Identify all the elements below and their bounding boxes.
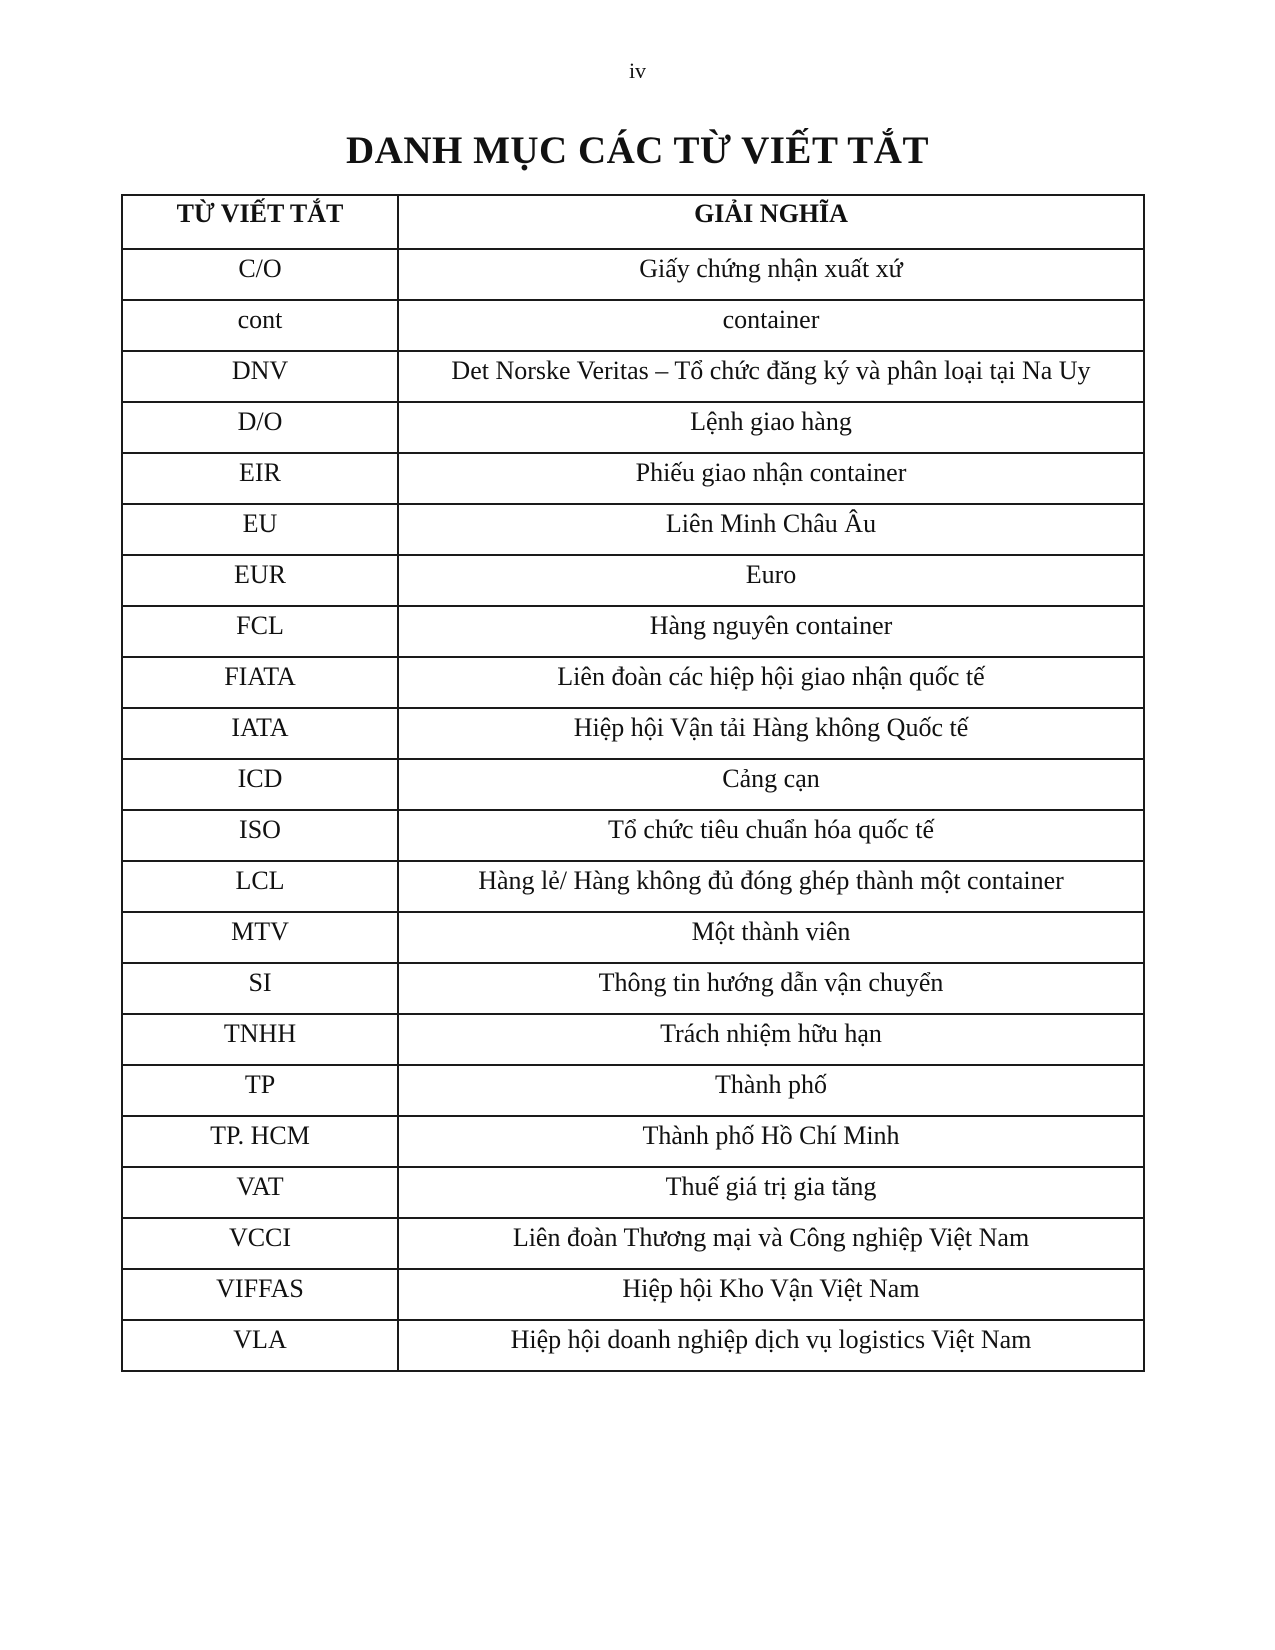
table-row xyxy=(122,351,1144,402)
table-row xyxy=(122,1065,1144,1116)
abbreviation-cell: EIR xyxy=(122,453,398,504)
table-row xyxy=(122,1014,1144,1065)
abbreviation-cell: ICD xyxy=(122,759,398,810)
abbreviation-cell: cont xyxy=(122,300,398,351)
meaning-cell: Euro xyxy=(398,555,1144,606)
abbreviation-cell: VLA xyxy=(122,1320,398,1371)
meaning-cell: Hiệp hội doanh nghiệp dịch vụ logistics Việt Nam xyxy=(398,1320,1144,1371)
table-row xyxy=(122,606,1144,657)
meaning-cell: Phiếu giao nhận container xyxy=(398,453,1144,504)
header-meaning: GIẢI NGHĨA xyxy=(398,195,1144,249)
table-row xyxy=(122,963,1144,1014)
table-body xyxy=(122,249,1144,1371)
meaning-cell: Lệnh giao hàng xyxy=(398,402,1144,453)
abbreviation-cell: IATA xyxy=(122,708,398,759)
abbreviation-table xyxy=(121,194,1145,1372)
abbreviation-cell: TP. HCM xyxy=(122,1116,398,1167)
abbreviation-cell: EU xyxy=(122,504,398,555)
meaning-cell: Hiệp hội Vận tải Hàng không Quốc tế xyxy=(398,708,1144,759)
abbreviation-cell: MTV xyxy=(122,912,398,963)
abbreviation-cell: FIATA xyxy=(122,657,398,708)
table-row xyxy=(122,810,1144,861)
meaning-cell: Giấy chứng nhận xuất xứ xyxy=(398,249,1144,300)
table-row xyxy=(122,861,1144,912)
meaning-cell: Liên Minh Châu Âu xyxy=(398,504,1144,555)
table-header-row xyxy=(122,195,1144,249)
table-row xyxy=(122,300,1144,351)
abbreviation-cell: TNHH xyxy=(122,1014,398,1065)
abbreviation-cell: DNV xyxy=(122,351,398,402)
abbreviation-cell: SI xyxy=(122,963,398,1014)
table-row xyxy=(122,453,1144,504)
meaning-cell: Hiệp hội Kho Vận Việt Nam xyxy=(398,1269,1144,1320)
meaning-cell: Thông tin hướng dẫn vận chuyển xyxy=(398,963,1144,1014)
abbreviation-cell: VAT xyxy=(122,1167,398,1218)
meaning-cell: Thành phố xyxy=(398,1065,1144,1116)
table-row xyxy=(122,708,1144,759)
meaning-cell: Thuế giá trị gia tăng xyxy=(398,1167,1144,1218)
table-row xyxy=(122,1218,1144,1269)
table-row xyxy=(122,504,1144,555)
abbreviation-cell: EUR xyxy=(122,555,398,606)
meaning-cell: container xyxy=(398,300,1144,351)
meaning-cell: Det Norske Veritas – Tổ chức đăng ký và phân loại tại Na Uy xyxy=(398,351,1144,402)
meaning-cell: Hàng lẻ/ Hàng không đủ đóng ghép thành một container xyxy=(398,861,1144,912)
header-abbreviation: TỪ VIẾT TẮT xyxy=(122,195,398,249)
table-row xyxy=(122,657,1144,708)
abbreviation-cell: VIFFAS xyxy=(122,1269,398,1320)
abbreviation-cell: C/O xyxy=(122,249,398,300)
abbreviation-cell: TP xyxy=(122,1065,398,1116)
meaning-cell: Tổ chức tiêu chuẩn hóa quốc tế xyxy=(398,810,1144,861)
abbreviation-cell: VCCI xyxy=(122,1218,398,1269)
table-row xyxy=(122,402,1144,453)
table-row xyxy=(122,249,1144,300)
table-row xyxy=(122,1167,1144,1218)
table-row xyxy=(122,1269,1144,1320)
meaning-cell: Liên đoàn Thương mại và Công nghiệp Việt Nam xyxy=(398,1218,1144,1269)
abbreviation-cell: FCL xyxy=(122,606,398,657)
meaning-cell: Trách nhiệm hữu hạn xyxy=(398,1014,1144,1065)
meaning-cell: Hàng nguyên container xyxy=(398,606,1144,657)
abbreviation-cell: ISO xyxy=(122,810,398,861)
abbreviation-cell: LCL xyxy=(122,861,398,912)
page-title: DANH MỤC CÁC TỪ VIẾT TẮT xyxy=(345,129,929,172)
table-row xyxy=(122,759,1144,810)
meaning-cell: Một thành viên xyxy=(398,912,1144,963)
table-row xyxy=(122,912,1144,963)
meaning-cell: Liên đoàn các hiệp hội giao nhận quốc tế xyxy=(398,657,1144,708)
abbreviation-cell: D/O xyxy=(122,402,398,453)
meaning-cell: Cảng cạn xyxy=(398,759,1144,810)
table-row xyxy=(122,1320,1144,1371)
table-row xyxy=(122,1116,1144,1167)
table-row xyxy=(122,555,1144,606)
meaning-cell: Thành phố Hồ Chí Minh xyxy=(398,1116,1144,1167)
page-number: iv xyxy=(628,58,647,83)
